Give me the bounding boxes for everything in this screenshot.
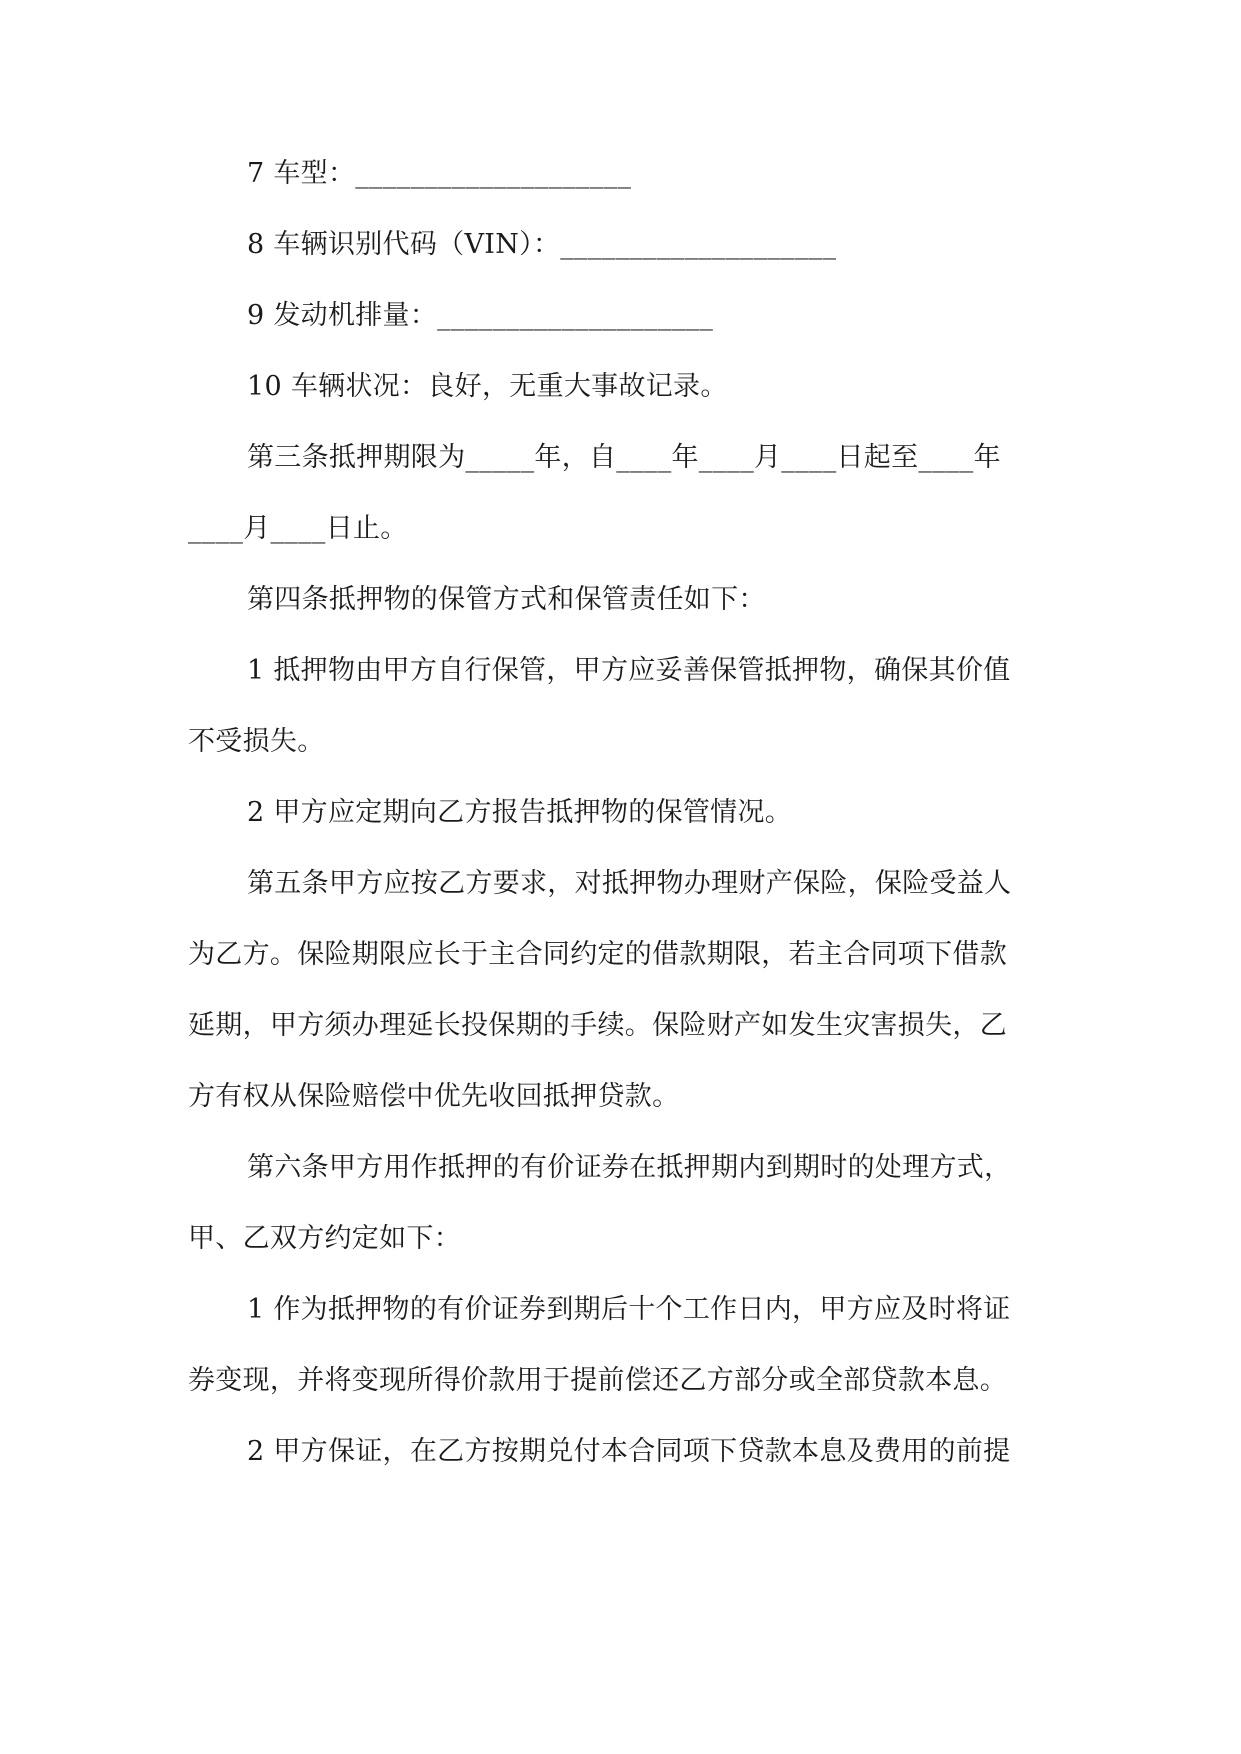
article-4-item-2: 2 甲方应定期向乙方报告抵押物的保管情况。 [247, 797, 793, 828]
engine-displacement-line: 9 发动机排量：____________________ [247, 300, 714, 331]
article-5-line-4: 方有权从保险赔偿中优先收回抵押贷款。 [188, 1081, 680, 1112]
article-3-line-1: 第三条抵押期限为_____年，自____年____月____日起至____年 [247, 442, 1001, 473]
article-6-item-2-line-1: 2 甲方保证，在乙方按期兑付本合同项下贷款本息及费用的前提 [247, 1436, 1011, 1467]
article-6-item-1-line-1: 1 作为抵押物的有价证券到期后十个工作日内，甲方应及时将证 [247, 1294, 1011, 1325]
article-5-line-3: 延期，甲方须办理延长投保期的手续。保险财产如发生灾害损失，乙 [188, 1010, 1007, 1041]
vehicle-vin-line: 8 车辆识别代码（VIN）：____________________ [247, 229, 837, 260]
article-5-line-1: 第五条甲方应按乙方要求，对抵押物办理财产保险，保险受益人 [247, 868, 1012, 899]
article-4-item-1-line-2: 不受损失。 [188, 726, 325, 757]
vehicle-condition-line: 10 车辆状况：良好，无重大事故记录。 [247, 371, 728, 402]
article-6-line-2: 甲、乙双方约定如下： [188, 1223, 461, 1254]
article-3-line-2: ____月____日止。 [188, 513, 408, 544]
article-6-line-1: 第六条甲方用作抵押的有价证券在抵押期内到期时的处理方式， [247, 1152, 1012, 1183]
article-4-item-1-line-1: 1 抵押物由甲方自行保管，甲方应妥善保管抵押物，确保其价值 [247, 655, 1011, 686]
article-5-line-2: 为乙方。保险期限应长于主合同约定的借款期限，若主合同项下借款 [188, 939, 1007, 970]
article-4-heading: 第四条抵押物的保管方式和保管责任如下： [247, 584, 766, 615]
article-6-item-1-line-2: 券变现，并将变现所得价款用于提前偿还乙方部分或全部贷款本息。 [188, 1365, 1007, 1396]
vehicle-model-line: 7 车型：____________________ [247, 158, 632, 189]
